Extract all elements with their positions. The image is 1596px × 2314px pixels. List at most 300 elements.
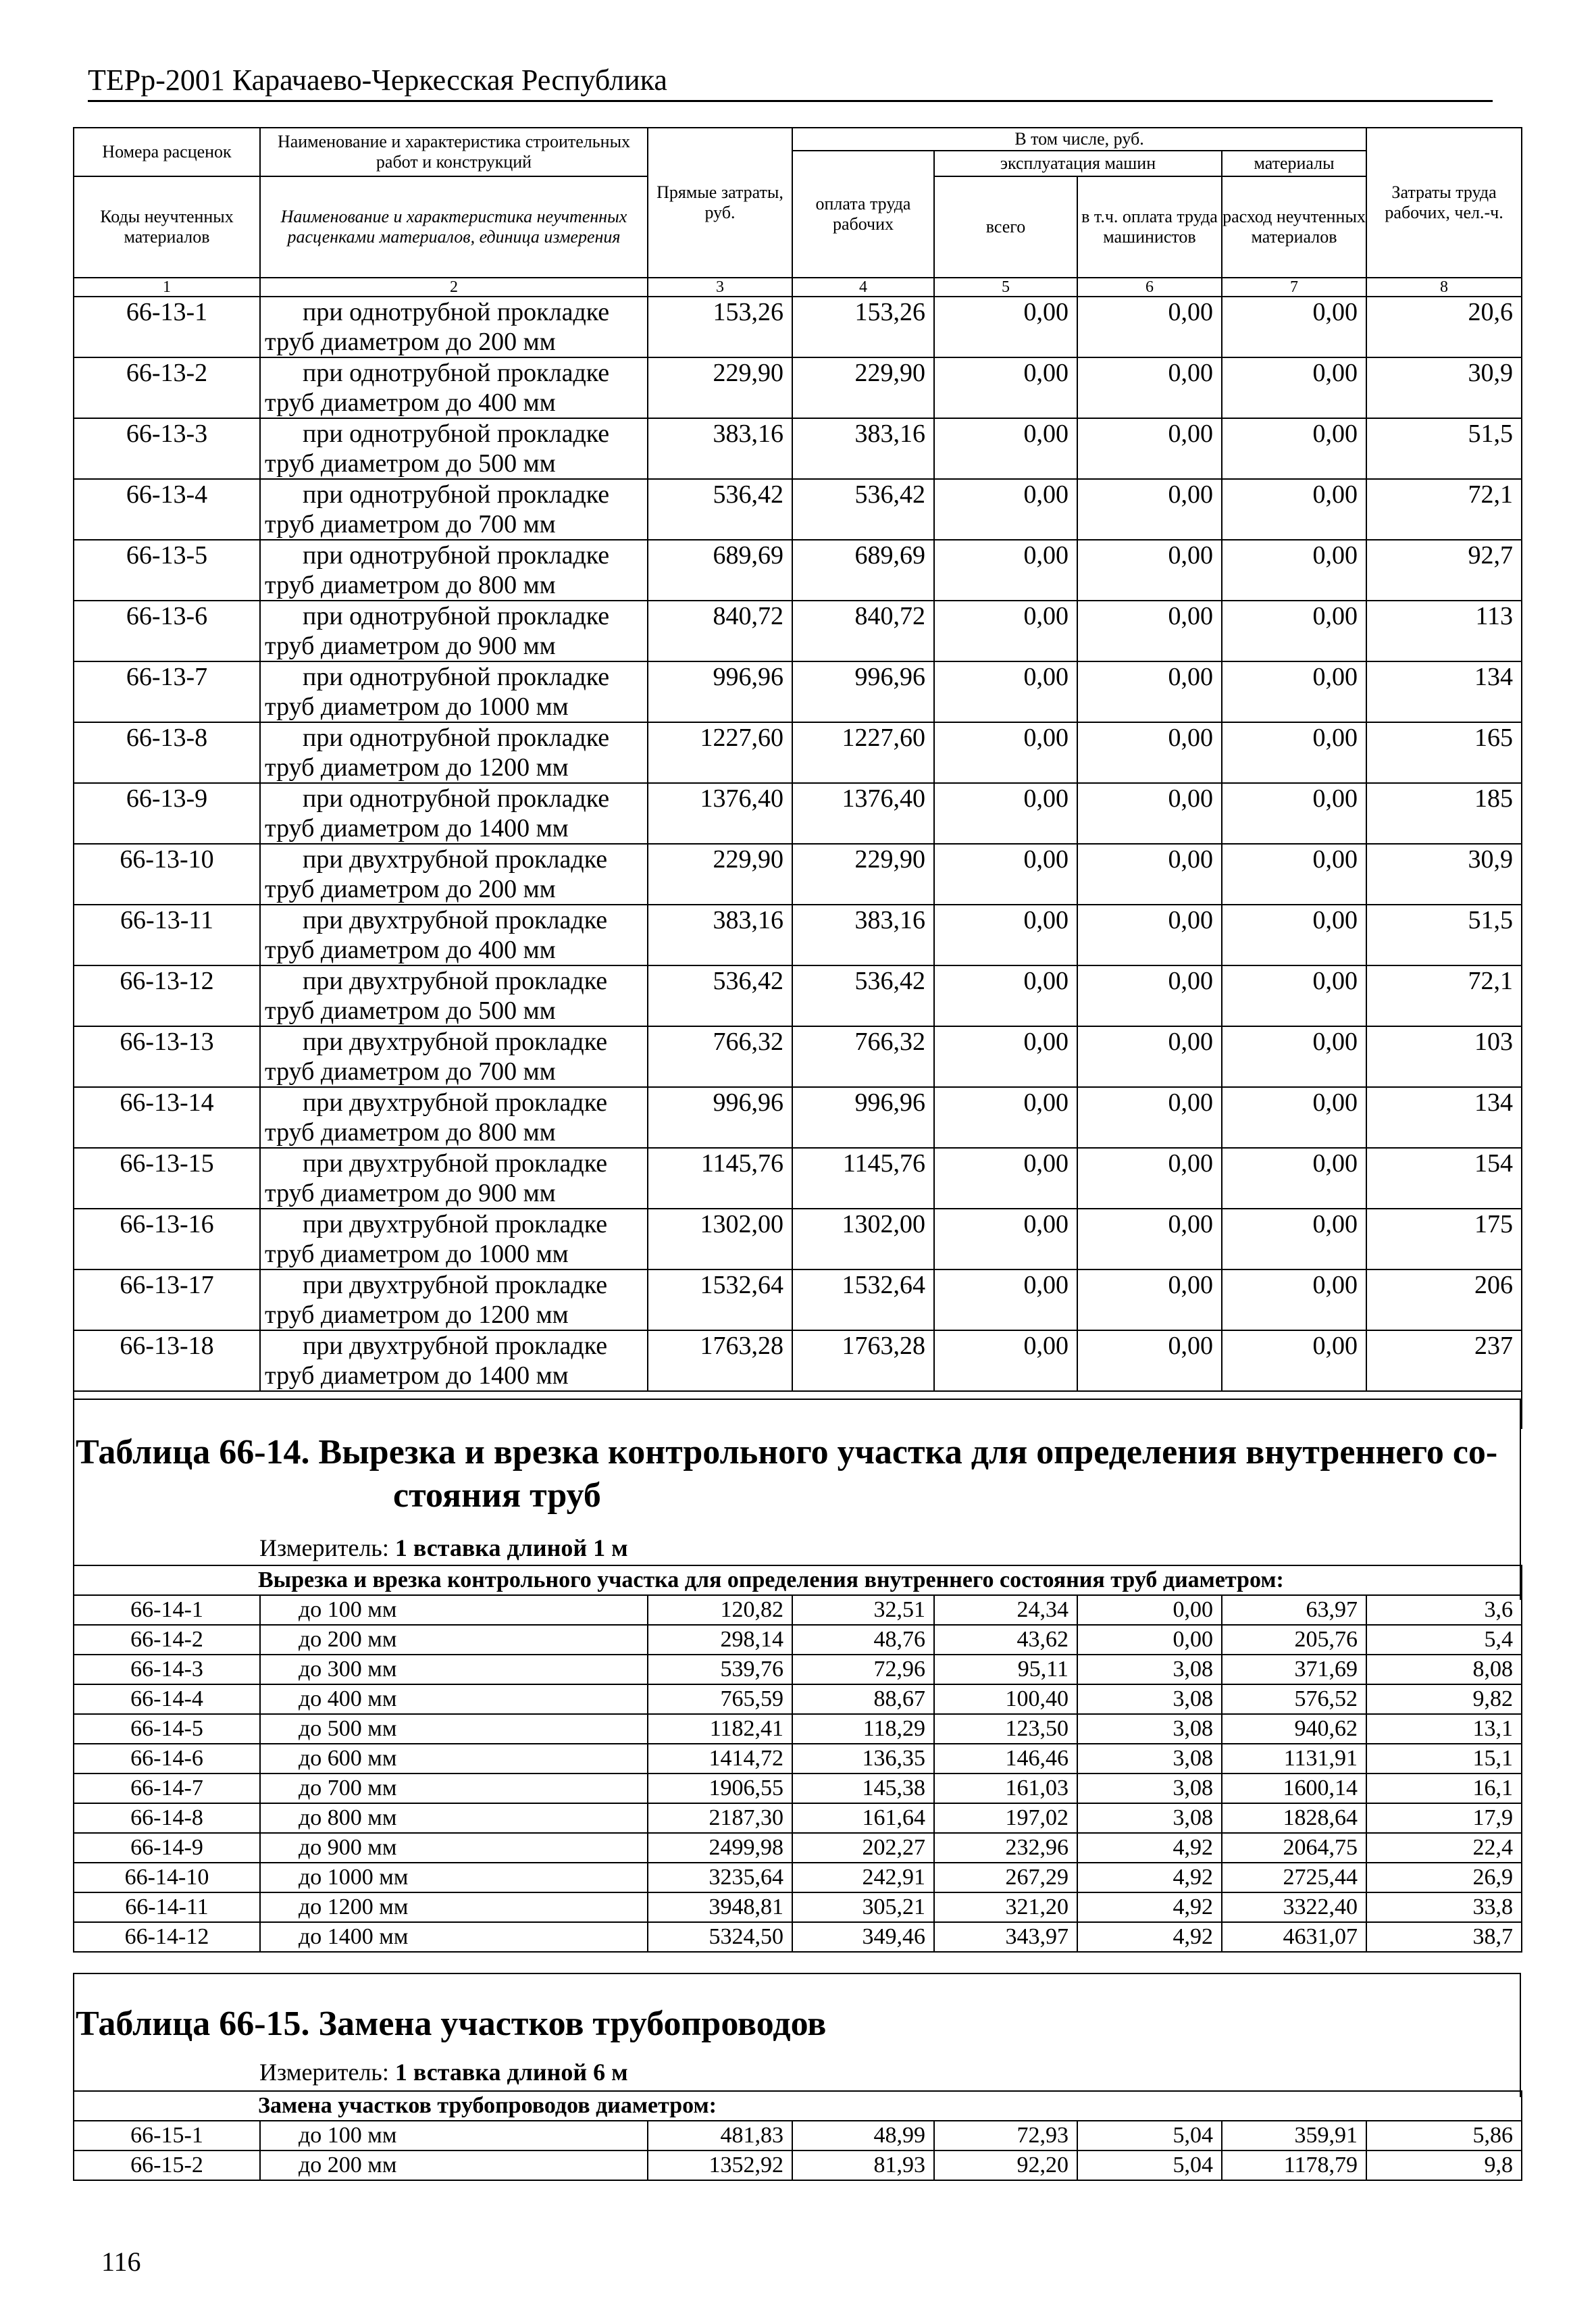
worker-pay: 145,38 [792,1774,934,1803]
labor-costs: 51,5 [1366,418,1522,479]
rate-code: 66-13-4 [74,479,260,540]
machines-total: 267,29 [934,1863,1077,1892]
description-line-2: труб диаметром до 1000 мм [265,1240,569,1268]
direct-costs: 1352,92 [648,2150,792,2180]
machines-total: 0,00 [934,1330,1077,1391]
direct-costs: 5324,50 [648,1922,792,1952]
description-line-1: при двухтрубной прокладке [303,1271,608,1299]
materials-consumption: 0,00 [1222,1330,1366,1391]
driver-pay: 0,00 [1077,965,1222,1026]
worker-pay: 840,72 [792,601,934,661]
rate-code: 66-13-14 [74,1087,260,1148]
description-line-2: труб диаметром до 1400 мм [265,814,569,842]
labor-costs: 13,1 [1366,1714,1522,1744]
diameter-label: до 1200 мм [260,1892,648,1922]
direct-costs: 1414,72 [648,1744,792,1774]
materials-consumption: 0,00 [1222,1269,1366,1330]
machines-total: 0,00 [934,661,1077,722]
materials-consumption: 0,00 [1222,357,1366,418]
machines-total: 0,00 [934,479,1077,540]
rate-code: 66-13-17 [74,1269,260,1330]
driver-pay: 0,00 [1077,1595,1222,1625]
machines-total: 0,00 [934,1269,1077,1330]
driver-pay: 4,92 [1077,1833,1222,1863]
machines-total: 0,00 [934,783,1077,844]
table-row [74,1655,1522,1684]
worker-pay: 1763,28 [792,1330,934,1391]
machines-total: 0,00 [934,722,1077,783]
worker-pay: 48,76 [792,1625,934,1655]
machines-total: 232,96 [934,1833,1077,1863]
machines-total: 343,97 [934,1922,1077,1952]
table-66-14 [73,1565,1522,1953]
col-number: 8 [1366,278,1522,297]
machines-total: 0,00 [934,297,1077,357]
col-number: 5 [934,278,1077,297]
table-66-14-title [76,1431,1514,1517]
table-66-14-meter [259,1534,628,1562]
driver-pay: 0,00 [1077,905,1222,965]
diameter-label: до 300 мм [260,1655,648,1684]
description-line-2: труб диаметром до 500 мм [265,449,556,478]
direct-costs: 383,16 [648,905,792,965]
materials-consumption: 4631,07 [1222,1922,1366,1952]
col-number: 1 [74,278,260,297]
table-row [74,2121,1522,2150]
direct-costs: 766,32 [648,1026,792,1087]
materials-consumption: 1828,64 [1222,1803,1366,1833]
description-line-1: при однотрубной прокладке [303,663,610,691]
description-line-2: труб диаметром до 700 мм [265,1057,556,1086]
machines-total: 95,11 [934,1655,1077,1684]
direct-costs: 1376,40 [648,783,792,844]
description-line-1: при однотрубной прокладке [303,480,610,509]
direct-costs: 229,90 [648,357,792,418]
diameter-label: до 1000 мм [260,1863,648,1892]
driver-pay: 4,92 [1077,1863,1222,1892]
page-number: 116 [101,2246,141,2277]
direct-costs: 1182,41 [648,1714,792,1744]
driver-pay: 0,00 [1077,1087,1222,1148]
worker-pay: 229,90 [792,357,934,418]
direct-costs: 2187,30 [648,1803,792,1833]
materials-consumption: 0,00 [1222,418,1366,479]
driver-pay: 3,08 [1077,1714,1222,1744]
description-line-1: при однотрубной прокладке [303,784,610,813]
labor-costs: 9,82 [1366,1684,1522,1714]
table-row [74,1148,1522,1209]
labor-costs: 3,6 [1366,1595,1522,1625]
header-including: В том числе, руб. [792,128,1366,151]
description-line-2: труб диаметром до 200 мм [265,875,556,903]
rate-code: 66-13-18 [74,1330,260,1391]
materials-consumption: 1131,91 [1222,1744,1366,1774]
diameter-label: до 400 мм [260,1684,648,1714]
worker-pay: 383,16 [792,905,934,965]
worker-pay: 1376,40 [792,783,934,844]
worker-pay: 153,26 [792,297,934,357]
work-description [260,661,648,722]
direct-costs: 1227,60 [648,722,792,783]
direct-costs: 1906,55 [648,1774,792,1803]
labor-costs: 206 [1366,1269,1522,1330]
table-row [74,1269,1522,1330]
materials-consumption: 0,00 [1222,965,1366,1026]
header-direct-costs: Прямые затраты, руб. [648,128,792,278]
machines-total: 100,40 [934,1684,1077,1714]
header-codes: Коды неучтенных материалов [74,176,260,278]
header-consumption: расход неучтенных материалов [1222,176,1366,278]
labor-costs: 5,86 [1366,2121,1522,2150]
machines-total: 321,20 [934,1892,1077,1922]
machines-total: 24,34 [934,1595,1077,1625]
labor-costs: 16,1 [1366,1774,1522,1803]
table-row [74,1330,1522,1391]
table-row [74,1595,1522,1625]
header-numbers: Номера расценок [74,128,260,176]
worker-pay: 349,46 [792,1922,934,1952]
driver-pay: 0,00 [1077,783,1222,844]
rate-code: 66-13-8 [74,722,260,783]
rate-code: 66-13-15 [74,1148,260,1209]
work-description [260,479,648,540]
table-row [74,844,1522,905]
direct-costs: 539,76 [648,1655,792,1684]
table-row [74,1892,1522,1922]
direct-costs: 1302,00 [648,1209,792,1269]
worker-pay: 996,96 [792,1087,934,1148]
direct-costs: 765,59 [648,1684,792,1714]
direct-costs: 1145,76 [648,1148,792,1209]
machines-total: 0,00 [934,357,1077,418]
materials-consumption: 0,00 [1222,540,1366,601]
labor-costs: 113 [1366,601,1522,661]
header-pay: оплата труда рабочих [792,151,934,278]
direct-costs: 536,42 [648,479,792,540]
labor-costs: 22,4 [1366,1833,1522,1863]
machines-total: 0,00 [934,1148,1077,1209]
table-row [74,783,1522,844]
worker-pay: 48,99 [792,2121,934,2150]
direct-costs: 3948,81 [648,1892,792,1922]
table-row [74,905,1522,965]
description-line-1: при двухтрубной прокладке [303,1210,608,1238]
driver-pay: 0,00 [1077,1148,1222,1209]
direct-costs: 689,69 [648,540,792,601]
description-line-2: труб диаметром до 1200 мм [265,1301,569,1329]
driver-pay: 0,00 [1077,357,1222,418]
table-66-15-group-heading: Замена участков трубопроводов диаметром: [74,2091,1522,2121]
table-row [74,1026,1522,1087]
driver-pay: 3,08 [1077,1684,1222,1714]
labor-costs: 134 [1366,1087,1522,1148]
materials-consumption: 1178,79 [1222,2150,1366,2180]
diameter-label: до 200 мм [260,1625,648,1655]
diameter-label: до 600 мм [260,1744,648,1774]
description-line-1: при двухтрубной прокладке [303,1332,608,1360]
work-description [260,357,648,418]
labor-costs: 20,6 [1366,297,1522,357]
machines-total: 0,00 [934,601,1077,661]
machines-total: 0,00 [934,905,1077,965]
col-number: 7 [1222,278,1366,297]
materials-consumption: 0,00 [1222,1026,1366,1087]
machines-total: 0,00 [934,1209,1077,1269]
worker-pay: 536,42 [792,479,934,540]
driver-pay: 3,08 [1077,1655,1222,1684]
materials-consumption: 359,91 [1222,2121,1366,2150]
labor-costs: 103 [1366,1026,1522,1087]
labor-costs: 175 [1366,1209,1522,1269]
description-line-2: труб диаметром до 500 мм [265,997,556,1025]
direct-costs: 996,96 [648,661,792,722]
table-row [74,1863,1522,1892]
page-header: ТЕРр-2001 Карачаево-Черкесская Республика [88,62,1493,102]
description-line-1: при двухтрубной прокладке [303,1088,608,1117]
meter-prefix: Измеритель: [259,2059,395,2086]
worker-pay: 161,64 [792,1803,934,1833]
materials-consumption: 0,00 [1222,1209,1366,1269]
work-description [260,1148,648,1209]
labor-costs: 72,1 [1366,479,1522,540]
driver-pay: 4,92 [1077,1922,1222,1952]
description-line-2: труб диаметром до 200 мм [265,328,556,356]
rate-code: 66-13-13 [74,1026,260,1087]
labor-costs: 134 [1366,661,1522,722]
table-row [74,1774,1522,1803]
labor-costs: 15,1 [1366,1744,1522,1774]
rate-code: 66-13-3 [74,418,260,479]
driver-pay: 3,08 [1077,1744,1222,1774]
direct-costs: 1532,64 [648,1269,792,1330]
table-66-15-title: Таблица 66-15. Замена участков трубопроводов [76,2005,827,2043]
description-line-1: при двухтрубной прокладке [303,967,608,995]
description-line-1: при однотрубной прокладке [303,298,610,326]
worker-pay: 996,96 [792,661,934,722]
table-66-14-title-line2: стояния труб [393,1476,601,1515]
direct-costs: 481,83 [648,2121,792,2150]
materials-consumption: 0,00 [1222,601,1366,661]
rate-code: 66-14-3 [74,1655,260,1684]
table-row [74,1803,1522,1833]
labor-costs: 51,5 [1366,905,1522,965]
table-row [74,722,1522,783]
description-line-1: при однотрубной прокладке [303,359,610,387]
labor-costs: 38,7 [1366,1922,1522,1952]
driver-pay: 0,00 [1077,1026,1222,1087]
table-row [74,1922,1522,1952]
rate-code: 66-14-2 [74,1625,260,1655]
worker-pay: 229,90 [792,844,934,905]
table-66-14-title-line1: Таблица 66-14. Вырезка и врезка контрольного участка для определения внутреннего со- [76,1433,1498,1472]
table-row [74,1714,1522,1744]
driver-pay: 0,00 [1077,479,1222,540]
materials-consumption: 2064,75 [1222,1833,1366,1863]
driver-pay: 5,04 [1077,2150,1222,2180]
worker-pay: 383,16 [792,418,934,479]
rate-code: 66-13-11 [74,905,260,965]
driver-pay: 0,00 [1077,1330,1222,1391]
header-materials: материалы [1222,151,1366,176]
work-description [260,1269,648,1330]
direct-costs: 120,82 [648,1595,792,1625]
worker-pay: 242,91 [792,1863,934,1892]
description-line-2: труб диаметром до 1400 мм [265,1361,569,1390]
materials-consumption: 0,00 [1222,722,1366,783]
direct-costs: 229,90 [648,844,792,905]
labor-costs: 8,08 [1366,1655,1522,1684]
table-row [74,297,1522,357]
driver-pay: 0,00 [1077,418,1222,479]
driver-pay: 0,00 [1077,1625,1222,1655]
direct-costs: 153,26 [648,297,792,357]
work-description [260,1330,648,1391]
materials-consumption: 371,69 [1222,1655,1366,1684]
diameter-label: до 100 мм [260,2121,648,2150]
labor-costs: 30,9 [1366,357,1522,418]
direct-costs: 3235,64 [648,1863,792,1892]
description-line-2: труб диаметром до 700 мм [265,510,556,538]
work-description [260,783,648,844]
materials-consumption: 940,62 [1222,1714,1366,1744]
worker-pay: 1227,60 [792,722,934,783]
worker-pay: 202,27 [792,1833,934,1863]
table-row [74,661,1522,722]
materials-consumption: 0,00 [1222,297,1366,357]
diameter-label: до 800 мм [260,1803,648,1833]
labor-costs: 5,4 [1366,1625,1522,1655]
work-description [260,1209,648,1269]
work-description [260,905,648,965]
materials-consumption: 2725,44 [1222,1863,1366,1892]
labor-costs: 185 [1366,783,1522,844]
description-line-1: при однотрубной прокладке [303,602,610,630]
worker-pay: 81,93 [792,2150,934,2180]
labor-costs: 26,9 [1366,1863,1522,1892]
direct-costs: 996,96 [648,1087,792,1148]
table-row [74,965,1522,1026]
rate-code: 66-13-6 [74,601,260,661]
col-number: 6 [1077,278,1222,297]
machines-total: 146,46 [934,1744,1077,1774]
worker-pay: 136,35 [792,1744,934,1774]
work-description [260,297,648,357]
meter-prefix: Измеритель: [259,1534,395,1561]
machines-total: 0,00 [934,1087,1077,1148]
materials-consumption: 205,76 [1222,1625,1366,1655]
table-row [74,1087,1522,1148]
rate-code: 66-13-5 [74,540,260,601]
table-row [74,1833,1522,1863]
rate-code: 66-14-12 [74,1922,260,1952]
materials-consumption: 0,00 [1222,479,1366,540]
table-row [74,1209,1522,1269]
rate-code: 66-14-7 [74,1774,260,1803]
direct-costs: 2499,98 [648,1833,792,1863]
materials-consumption: 0,00 [1222,1148,1366,1209]
header-name: Наименование и характеристика строительных работ и конструкций [260,128,648,176]
worker-pay: 305,21 [792,1892,934,1922]
labor-costs: 30,9 [1366,844,1522,905]
materials-consumption: 576,52 [1222,1684,1366,1714]
col-number: 2 [260,278,648,297]
description-line-2: труб диаметром до 1000 мм [265,693,569,721]
machines-total: 161,03 [934,1774,1077,1803]
worker-pay: 1302,00 [792,1209,934,1269]
labor-costs: 72,1 [1366,965,1522,1026]
header-labor: Затраты труда рабочих, чел.-ч. [1366,128,1522,278]
worker-pay: 88,67 [792,1684,934,1714]
driver-pay: 0,00 [1077,601,1222,661]
diameter-label: до 100 мм [260,1595,648,1625]
machines-total: 123,50 [934,1714,1077,1744]
worker-pay: 1145,76 [792,1148,934,1209]
worker-pay: 118,29 [792,1714,934,1744]
worker-pay: 1532,64 [792,1269,934,1330]
direct-costs: 536,42 [648,965,792,1026]
driver-pay: 3,08 [1077,1803,1222,1833]
driver-pay: 0,00 [1077,661,1222,722]
work-description [260,1087,648,1148]
description-line-1: при двухтрубной прокладке [303,1028,608,1056]
machines-total: 197,02 [934,1803,1077,1833]
column-number-row [74,278,1522,297]
table-row [74,357,1522,418]
direct-costs: 840,72 [648,601,792,661]
work-description [260,1026,648,1087]
rate-code: 66-13-2 [74,357,260,418]
worker-pay: 766,32 [792,1026,934,1087]
materials-consumption: 0,00 [1222,661,1366,722]
driver-pay: 5,04 [1077,2121,1222,2150]
work-description [260,844,648,905]
materials-consumption: 0,00 [1222,783,1366,844]
labor-costs: 154 [1366,1148,1522,1209]
rate-code: 66-14-11 [74,1892,260,1922]
labor-costs: 165 [1366,722,1522,783]
rate-code: 66-13-1 [74,297,260,357]
header-drivers: в т.ч. оплата труда машинистов [1077,176,1222,278]
description-line-1: при однотрубной прокладке [303,724,610,752]
rate-code: 66-13-10 [74,844,260,905]
meter-value: 1 вставка длиной 6 м [394,2059,628,2086]
direct-costs: 298,14 [648,1625,792,1655]
labor-costs: 92,7 [1366,540,1522,601]
rate-code: 66-13-16 [74,1209,260,1269]
driver-pay: 4,92 [1077,1892,1222,1922]
labor-costs: 17,9 [1366,1803,1522,1833]
table-row [74,1684,1522,1714]
description-line-1: при однотрубной прокладке [303,420,610,448]
table-66-14-group-heading: Вырезка и врезка контрольного участка для определения внутреннего состояния труб диаметром: [74,1565,1522,1595]
machines-total: 92,20 [934,2150,1077,2180]
driver-pay: 0,00 [1077,1209,1222,1269]
table-66-15-meter [259,2058,628,2086]
driver-pay: 0,00 [1077,540,1222,601]
rate-code: 66-14-8 [74,1803,260,1833]
diameter-label: до 700 мм [260,1774,648,1803]
col-number: 4 [792,278,934,297]
work-description [260,722,648,783]
table-row [74,1625,1522,1655]
machines-total: 43,62 [934,1625,1077,1655]
machines-total: 0,00 [934,1026,1077,1087]
description-line-2: труб диаметром до 400 мм [265,388,556,417]
work-description [260,965,648,1026]
labor-costs: 33,8 [1366,1892,1522,1922]
materials-consumption: 63,97 [1222,1595,1366,1625]
diameter-label: до 900 мм [260,1833,648,1863]
